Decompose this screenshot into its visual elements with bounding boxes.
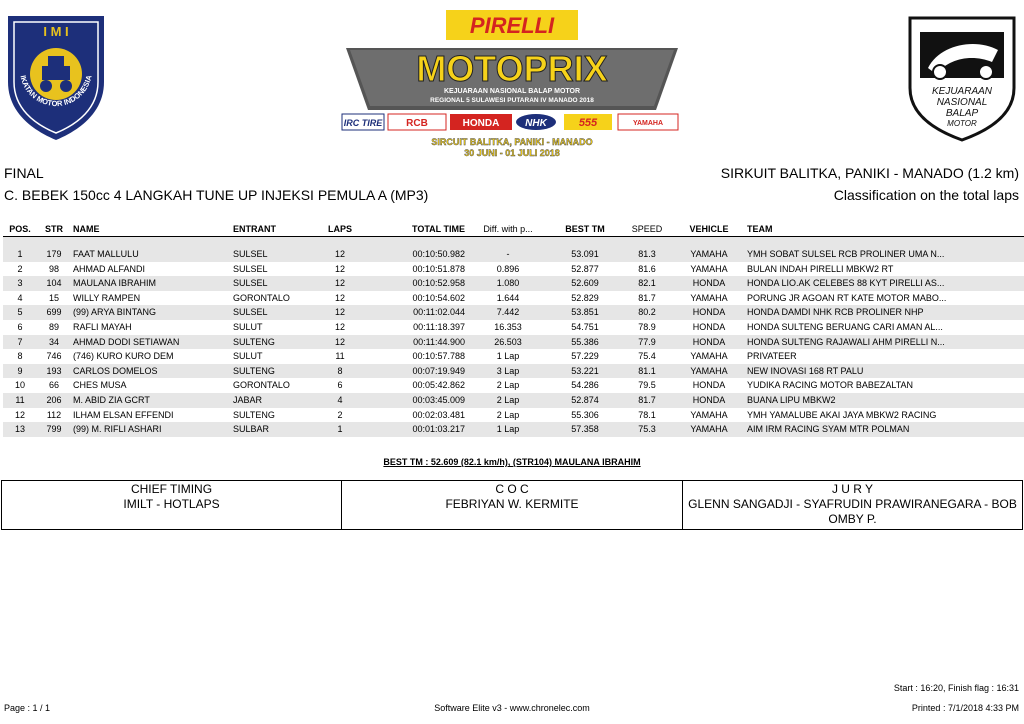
cell-best-tm: 53.851 [549,305,621,320]
coc-cell [342,481,683,530]
cell-speed: 81.7 [621,291,673,306]
cell-entrant: SULSEL [231,262,319,277]
cell-speed: 75.4 [621,349,673,364]
cell-entrant: SULBAR [231,422,319,437]
imi-logo [4,12,108,142]
coc-title: C O C [495,482,529,496]
cell-entrant: JABAR [231,393,319,408]
cell-pos: 2 [3,262,37,277]
col-header-name: NAME [71,222,231,237]
cell-rider-name: WILLY RAMPEN [71,291,231,306]
cell-pos: 4 [3,291,37,306]
table-row [3,393,1024,408]
cell-entrant: SULUT [231,320,319,335]
cell-str: 66 [37,378,71,393]
cell-laps: 8 [319,364,361,379]
cell-diff: 2 Lap [467,408,549,423]
cell-rider-name: RAFLI MAYAH [71,320,231,335]
cell-laps: 12 [319,320,361,335]
table-row [3,408,1024,423]
table-row [3,276,1024,291]
cell-team: BUANA LIPU MBKW2 [745,393,1024,408]
col-header-entrant: ENTRANT [231,222,319,237]
cell-diff: 3 Lap [467,364,549,379]
cell-laps: 6 [319,378,361,393]
cell-best-tm: 54.286 [549,378,621,393]
cell-best-tm: 57.358 [549,422,621,437]
cell-entrant: SULUT [231,349,319,364]
cell-speed: 81.7 [621,393,673,408]
cell-best-tm: 52.877 [549,262,621,277]
col-header-speed: SPEED [621,222,673,237]
cell-rider-name: CARLOS DOMELOS [71,364,231,379]
cell-str: 34 [37,335,71,350]
cell-diff: 0.896 [467,262,549,277]
results-table [3,222,1024,437]
motoprix-line1: KEJUARAAN NASIONAL BALAP MOTOR [443,88,581,95]
cell-str: 112 [37,408,71,423]
cell-speed: 81.3 [621,247,673,262]
imi-ring-text: IKATAN MOTOR INDONESIA [18,74,94,109]
cell-vehicle: YAMAHA [673,422,745,437]
sponsor-nhk: NHK [525,118,547,129]
cell-best-tm: 53.091 [549,247,621,262]
cell-laps: 1 [319,422,361,437]
cell-str: 193 [37,364,71,379]
col-header-pos: POS. [3,222,37,237]
cell-entrant: GORONTALO [231,291,319,306]
cell-team: NEW INOVASI 168 RT PALU [745,364,1024,379]
cell-team: PRIVATEER [745,349,1024,364]
cell-str: 98 [37,262,71,277]
cell-speed: 78.1 [621,408,673,423]
sponsor-irc: IRC TIRE [343,118,383,128]
cell-best-tm: 55.386 [549,335,621,350]
cell-vehicle: HONDA [673,320,745,335]
cell-vehicle: YAMAHA [673,408,745,423]
sponsor-strip [342,114,678,130]
cell-best-tm: 54.751 [549,320,621,335]
kejurnas-line2: NASIONAL [936,97,988,108]
cell-best-tm: 52.874 [549,393,621,408]
cell-entrant: GORONTALO [231,378,319,393]
cell-entrant: SULSEL [231,247,319,262]
cell-total-time: 00:10:52.958 [361,276,467,291]
cell-vehicle: YAMAHA [673,247,745,262]
table-row [3,335,1024,350]
cell-entrant: SULTENG [231,408,319,423]
table-row [3,262,1024,277]
cell-str: 799 [37,422,71,437]
cell-laps: 4 [319,393,361,408]
cell-pos: 10 [3,378,37,393]
jury-names: GLENN SANGADJI - SYAFRUDIN PRAWIRANEGARA - BOBOMBY P. [688,497,1017,526]
motoprix-dates: 30 JUNI - 01 JULI 2018 [464,148,560,158]
cell-pos: 12 [3,408,37,423]
col-header-best-tm: BEST TM [549,222,621,237]
cell-rider-name: AHMAD ALFANDI [71,262,231,277]
cell-team: BULAN INDAH PIRELLI MBKW2 RT [745,262,1024,277]
officials-table [1,480,1023,530]
cell-diff: 7.442 [467,305,549,320]
cell-str: 179 [37,247,71,262]
cell-laps: 11 [319,349,361,364]
cell-best-tm: 52.609 [549,276,621,291]
cell-str: 746 [37,349,71,364]
header-spacer-row [3,237,1024,248]
chief-timing-cell [2,481,342,530]
cell-total-time: 00:03:45.009 [361,393,467,408]
motoprix-logo [338,10,686,166]
table-row [3,422,1024,437]
cell-laps: 12 [319,335,361,350]
cell-speed: 81.1 [621,364,673,379]
motoprix-venue: SIRCUIT BALITKA, PANIKI - MANADO [431,137,593,147]
pirelli-text: PIRELLI [469,13,555,38]
col-header-vehicle: VEHICLE [673,222,745,237]
cell-rider-name: (99) ARYA BINTANG [71,305,231,320]
table-row [3,378,1024,393]
cell-total-time: 00:10:50.982 [361,247,467,262]
cell-total-time: 00:02:03.481 [361,408,467,423]
cell-diff: 1.080 [467,276,549,291]
cell-speed: 81.6 [621,262,673,277]
cell-total-time: 00:11:18.397 [361,320,467,335]
cell-str: 89 [37,320,71,335]
cell-team: AIM IRM RACING SYAM MTR POLMAN [745,422,1024,437]
cell-team: HONDA SULTENG BERUANG CARI AMAN AL... [745,320,1024,335]
cell-vehicle: HONDA [673,378,745,393]
cell-rider-name: (746) KURO KURO DEM [71,349,231,364]
cell-rider-name: M. ABID ZIA GCRT [71,393,231,408]
cell-rider-name: (99) M. RIFLI ASHARI [71,422,231,437]
cell-pos: 6 [3,320,37,335]
cell-pos: 13 [3,422,37,437]
table-row [3,364,1024,379]
cell-entrant: SULSEL [231,276,319,291]
cell-best-tm: 57.229 [549,349,621,364]
cell-diff: 1.644 [467,291,549,306]
sponsor-555: 555 [578,117,598,129]
cell-rider-name: AHMAD DODI SETIAWAN [71,335,231,350]
circuit-label: SIRKUIT BALITKA, PANIKI - MANADO (1.2 km) [720,165,1019,181]
cell-rider-name: CHES MUSA [71,378,231,393]
cell-diff: 26.503 [467,335,549,350]
col-header-laps: LAPS [319,222,361,237]
col-header-total-time: TOTAL TIME [361,222,467,237]
cell-str: 699 [37,305,71,320]
cell-speed: 82.1 [621,276,673,291]
sponsor-honda: HONDA [462,118,500,129]
col-header-team: TEAM [745,222,1024,237]
cell-laps: 12 [319,291,361,306]
cell-laps: 12 [319,276,361,291]
cell-laps: 12 [319,305,361,320]
cell-team: HONDA SULTENG RAJAWALI AHM PIRELLI N... [745,335,1024,350]
cell-team: PORUNG JR AGOAN RT KATE MOTOR MABO... [745,291,1024,306]
cell-str: 15 [37,291,71,306]
cell-total-time: 00:10:54.602 [361,291,467,306]
chief-timing-title: CHIEF TIMING [130,482,213,496]
cell-total-time: 00:10:51.878 [361,262,467,277]
kejurnas-line4: MOTOR [947,119,977,128]
cell-team: HONDA DAMDI NHK RCB PROLINER NHP [745,305,1024,320]
cell-best-tm: 52.829 [549,291,621,306]
session-label: FINAL [4,165,44,181]
cell-vehicle: HONDA [673,305,745,320]
table-row [3,291,1024,306]
cell-str: 206 [37,393,71,408]
cell-entrant: SULSEL [231,305,319,320]
cell-total-time: 00:10:57.788 [361,349,467,364]
cell-rider-name: FAAT MALLULU [71,247,231,262]
cell-speed: 78.9 [621,320,673,335]
cell-best-tm: 53.221 [549,364,621,379]
cell-rider-name: ILHAM ELSAN EFFENDI [71,408,231,423]
col-header-diff: Diff. with p... [467,222,549,237]
cell-rider-name: MAULANA IBRAHIM [71,276,231,291]
cell-team: YUDIKA RACING MOTOR BABEZALTAN [745,378,1024,393]
cell-laps: 12 [319,247,361,262]
jury-cell [683,481,1023,530]
motoprix-line2: REGIONAL 5 SULAWESI PUTARAN IV MANADO 2018 [430,97,594,104]
cell-pos: 5 [3,305,37,320]
cell-total-time: 00:01:03.217 [361,422,467,437]
kejurnas-logo [906,14,1018,142]
cell-total-time: 00:05:42.862 [361,378,467,393]
sponsor-rcb: RCB [406,118,428,129]
cell-total-time: 00:11:44.900 [361,335,467,350]
cell-pos: 8 [3,349,37,364]
page-number: Page : 1 / 1 [4,703,51,713]
cell-str: 104 [37,276,71,291]
cell-vehicle: HONDA [673,335,745,350]
software-credit: Software Elite v3 - www.chronelec.com [434,703,590,713]
col-header-str: STR [37,222,71,237]
cell-laps: 12 [319,262,361,277]
cell-vehicle: HONDA [673,276,745,291]
cell-entrant: SULTENG [231,364,319,379]
cell-vehicle: YAMAHA [673,262,745,277]
cell-diff: 2 Lap [467,393,549,408]
cell-speed: 77.9 [621,335,673,350]
cell-total-time: 00:11:02.044 [361,305,467,320]
best-tm-line: BEST TM : 52.609 (82.1 km/h), (STR104) MAULANA IBRAHIM [383,457,641,467]
table-header-row [3,222,1024,237]
motoprix-text: MOTOPRIX [416,48,608,89]
table-row [3,320,1024,335]
kejurnas-line1: KEJUARAAN [931,86,993,97]
chief-timing-name: IMILT - HOTLAPS [123,497,220,511]
cell-speed: 75.3 [621,422,673,437]
cell-entrant: SULTENG [231,335,319,350]
cell-team: YMH YAMALUBE AKAI JAYA MBKW2 RACING [745,408,1024,423]
cell-pos: 9 [3,364,37,379]
table-row [3,247,1024,262]
cell-vehicle: HONDA [673,393,745,408]
jury-title: J U R Y [831,482,874,496]
classification-label: Classification on the total laps [833,187,1019,203]
cell-team: YMH SOBAT SULSEL RCB PROLINER UMA N... [745,247,1024,262]
sponsor-yamaha: YAMAHA [632,120,664,127]
cell-diff: 1 Lap [467,422,549,437]
cell-diff: 1 Lap [467,349,549,364]
cell-vehicle: YAMAHA [673,364,745,379]
cell-speed: 80.2 [621,305,673,320]
cell-total-time: 00:07:19.949 [361,364,467,379]
kejurnas-line3: BALAP [945,108,979,119]
table-row [3,305,1024,320]
cell-pos: 11 [3,393,37,408]
cell-diff: 16.353 [467,320,549,335]
cell-pos: 1 [3,247,37,262]
cell-diff: 2 Lap [467,378,549,393]
cell-best-tm: 55.306 [549,408,621,423]
cell-pos: 7 [3,335,37,350]
table-row [3,349,1024,364]
cell-speed: 79.5 [621,378,673,393]
start-finish-times: Start : 16:20, Finish flag : 16:31 [893,683,1019,693]
printed-timestamp: Printed : 7/1/2018 4:33 PM [911,703,1019,713]
imi-top-text: I M I [43,24,69,39]
cell-team: HONDA LIO.AK CELEBES 88 KYT PIRELLI AS... [745,276,1024,291]
cell-vehicle: YAMAHA [673,349,745,364]
cell-pos: 3 [3,276,37,291]
coc-name: FEBRIYAN W. KERMITE [445,497,579,511]
cell-vehicle: YAMAHA [673,291,745,306]
cell-laps: 2 [319,408,361,423]
cell-diff: - [467,247,549,262]
class-title: C. BEBEK 150cc 4 LANGKAH TUNE UP INJEKSI PEMULA A (MP3) [4,187,429,203]
